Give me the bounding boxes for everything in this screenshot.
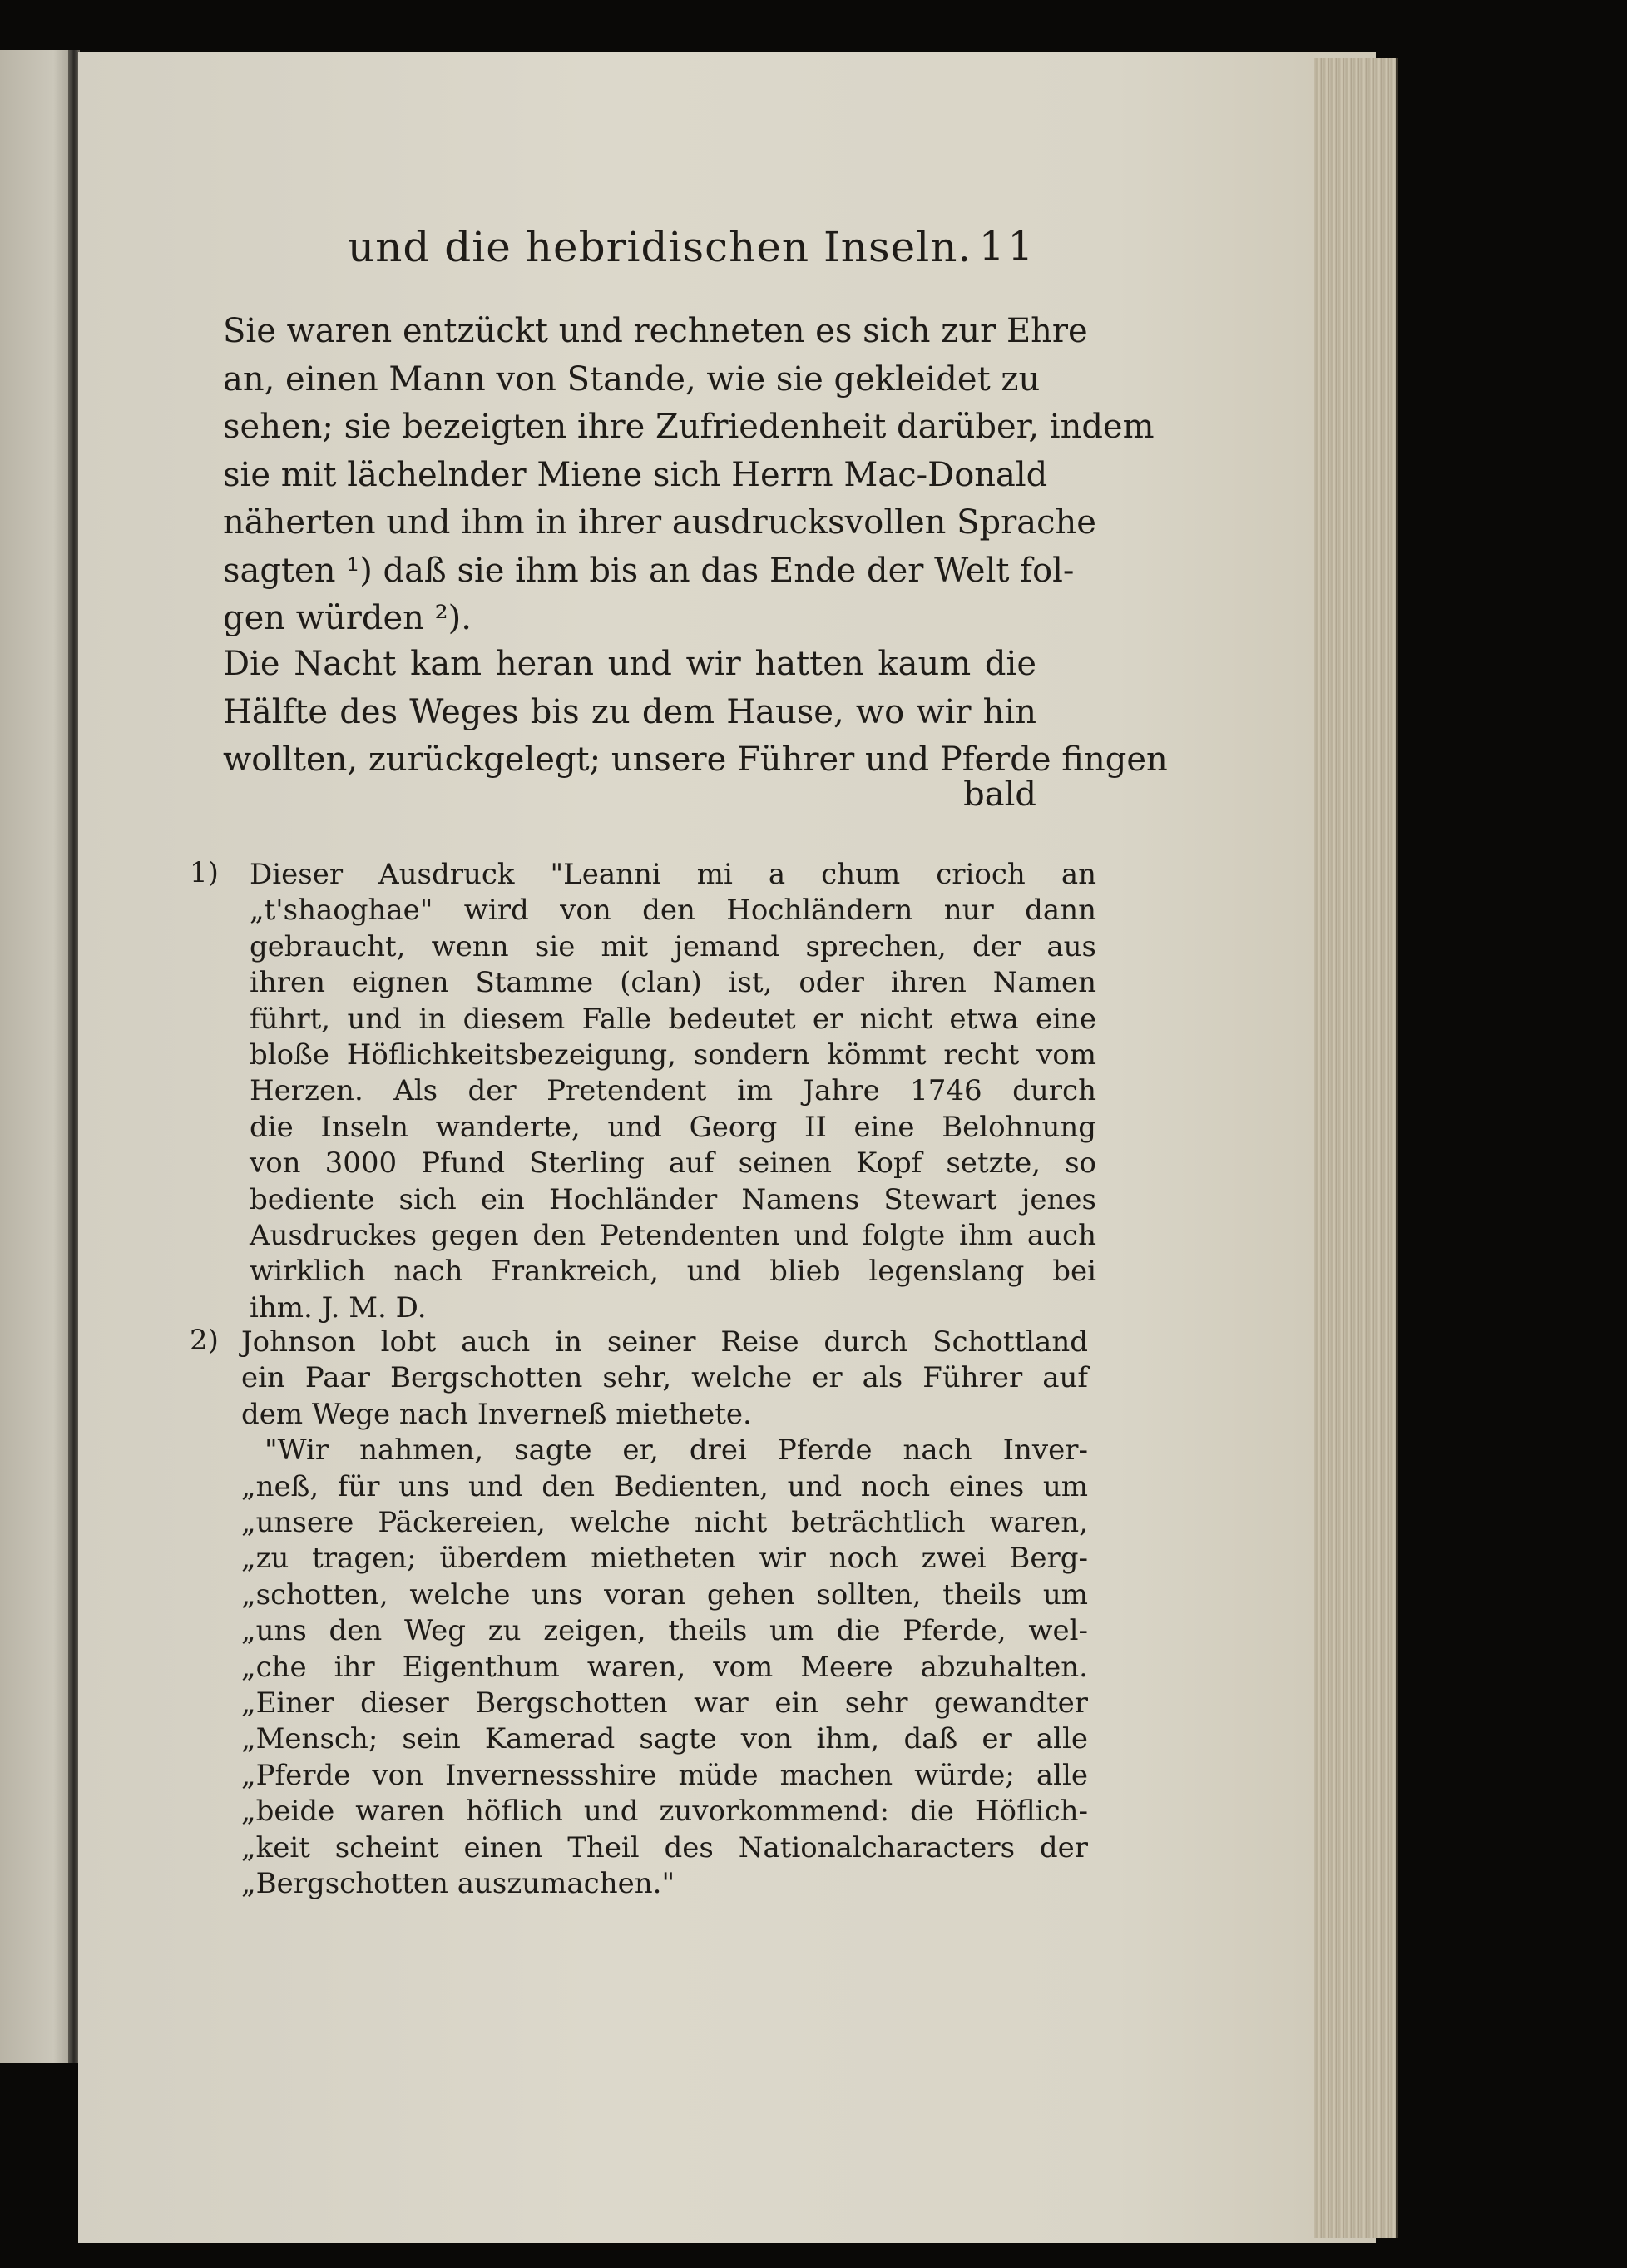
text-line: wollten, zurückgelegt; unsere Führer und Pferde fingen bbox=[223, 740, 1168, 779]
text-line: an, einen Mann von Stande, wie sie gekleidet zu bbox=[223, 359, 1041, 399]
paragraph-1 bbox=[175, 308, 1155, 643]
quote-line: "Wir nahmen, sagte er, drei Pferde nach Inver- bbox=[265, 1434, 1088, 1468]
footnote-line: Ausdruckes gegen den Petendenten und folgte ihm auch bbox=[250, 1219, 1096, 1253]
footnote-line: Johnson lobt auch in seiner Reise durch Schottland bbox=[241, 1325, 1088, 1359]
footnote-line: führt, und in diesem Falle bedeutet er nicht etwa eine bbox=[250, 1002, 1096, 1036]
running-title: und die hebridischen Inseln. bbox=[348, 223, 972, 271]
catchword: bald bbox=[963, 775, 1036, 814]
johnson-quote bbox=[241, 1433, 1088, 1468]
quote-line: „che ihr Eigenthum waren, vom Meere abzuhalten. bbox=[241, 1650, 1088, 1684]
footnote-marker: 1) bbox=[190, 856, 219, 889]
text-line: Die Nacht kam heran und wir hatten kaum die bbox=[223, 645, 1036, 683]
paragraph-2 bbox=[175, 641, 1168, 785]
footnote-line: ein Paar Bergschotten sehr, welche er als Führer auf bbox=[241, 1361, 1088, 1395]
footnote-line: bediente sich ein Hochländer Namens Stewart jenes bbox=[250, 1182, 1096, 1216]
page-number: 11 bbox=[978, 223, 1036, 270]
text-line: näherten und ihm in ihrer ausdrucksvollen Sprache bbox=[223, 503, 1096, 542]
left-page-edge bbox=[0, 50, 77, 2063]
quote-line: „Pferde von Invernessshire müde machen würde; alle bbox=[241, 1758, 1088, 1792]
footnote-line: wirklich nach Frankreich, und blieb legenslang bei bbox=[250, 1255, 1096, 1289]
footnote-line: Herzen. Als der Pretendent im Jahre 1746 durch bbox=[250, 1074, 1096, 1108]
quote-line: „Mensch; sein Kamerad sagte von ihm, daß er alle bbox=[241, 1722, 1088, 1756]
text-line: sagten ¹) daß sie ihm bis an das Ende der Welt fol- bbox=[223, 551, 1075, 590]
footnote-line: von 3000 Pfund Sterling auf seinen Kopf setzte, so bbox=[250, 1146, 1096, 1181]
running-head bbox=[175, 218, 1036, 281]
footnote-line: „t'shaoghae" wird von den Hochländern nur dann bbox=[250, 894, 1096, 928]
footnote-line: ihm. J. M. D. bbox=[250, 1290, 427, 1325]
text-line: Sie waren entzückt und rechneten es sich zur Ehre bbox=[223, 312, 1088, 350]
quote-line: „Bergschotten auszumachen." bbox=[241, 1867, 675, 1901]
footnote-line: dem Wege nach Inverneß miethete. bbox=[241, 1397, 752, 1431]
quote-line: „Einer dieser Bergschotten war ein sehr gewandter bbox=[241, 1686, 1088, 1721]
footnote-1 bbox=[190, 857, 1096, 1326]
page-edges bbox=[1314, 58, 1398, 2238]
text-line: gen würden ²). bbox=[223, 599, 472, 637]
quote-line: „schotten, welche uns voran gehen sollten, theils um bbox=[241, 1577, 1088, 1612]
footnote-line: die Inseln wanderte, und Georg II eine Belohnung bbox=[250, 1110, 1096, 1144]
quote-line: „uns den Weg zu zeigen, theils um die Pferde, wel- bbox=[241, 1614, 1088, 1648]
quote-line: „neß, für uns und den Bedienten, und noch eines um bbox=[241, 1469, 1088, 1503]
quote-line: „keit scheint einen Theil des Nationalcharacters der bbox=[241, 1830, 1088, 1864]
text-line: sehen; sie bezeigten ihre Zufriedenheit darüber, indem bbox=[223, 408, 1155, 446]
quote-line: „unsere Päckereien, welche nicht beträchtlich waren, bbox=[241, 1506, 1088, 1540]
footnote-line: Dieser Ausdruck "Leanni mi a chum crioch an bbox=[250, 858, 1096, 891]
quote-line: „zu tragen; überdem mietheten wir noch zwei Berg- bbox=[241, 1542, 1088, 1576]
footnote-line: ihren eignen Stamme (clan) ist, oder ihren Namen bbox=[250, 966, 1096, 1000]
quote-line: „beide waren höflich und zuvorkommend: die Höflich- bbox=[241, 1795, 1088, 1829]
footnote-2 bbox=[190, 1325, 1088, 1903]
footnote-marker: 2) bbox=[190, 1324, 219, 1357]
footnote-line: bloße Höflichkeitsbezeigung, sondern kömmt recht vom bbox=[250, 1038, 1096, 1072]
text-line: sie mit lächelnder Miene sich Herrn Mac-Donald bbox=[223, 455, 1048, 494]
footnote-line: gebraucht, wenn sie mit jemand sprechen, der aus bbox=[250, 929, 1096, 963]
text-line: Hälfte des Weges bis zu dem Hause, wo wir hin bbox=[223, 692, 1036, 731]
